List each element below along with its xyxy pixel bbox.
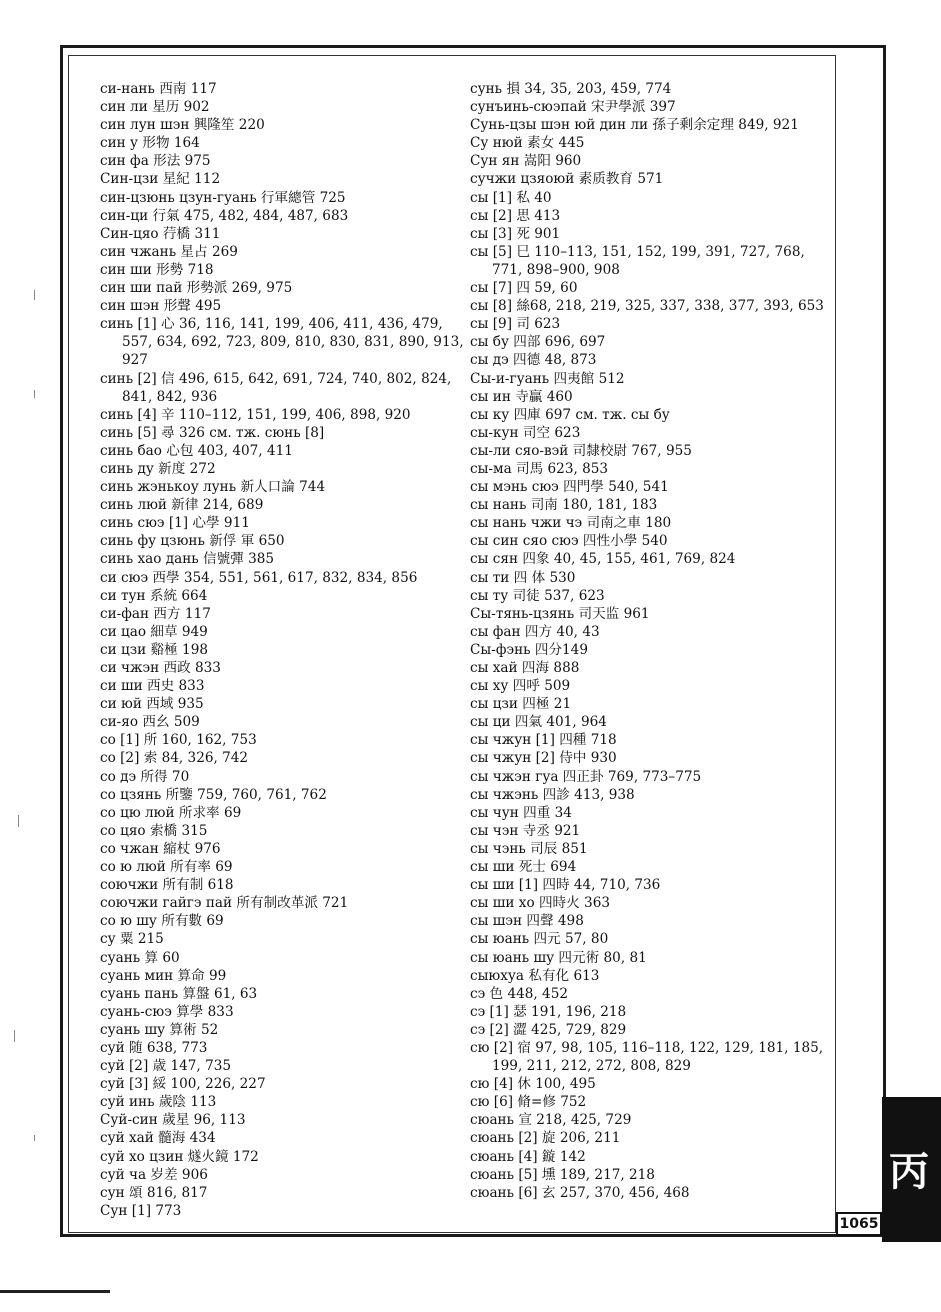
index-entry: сы ши хо 四時火 363	[470, 895, 610, 912]
index-entry: сю [2] 宿 97, 98, 105, 116–118, 122, 129, 181, 185, 199, 211, 212, 272, 808, 829	[470, 1039, 824, 1075]
index-entry: сы ту 司徒 537, 623	[470, 587, 605, 604]
index-entry: син ши 形勢 718	[100, 261, 214, 278]
index-entry: суй инь 歲陰 113	[100, 1094, 217, 1111]
index-entry: Сун ян 嵩阳 960	[470, 153, 582, 170]
index-entry: со цю люй 所求率 69	[100, 804, 242, 821]
index-entry: сы син сяо сюэ 四性小學 540	[470, 533, 668, 550]
index-entry: со цяо 索橋 315	[100, 822, 208, 839]
index-entry: си чжэн 西政 833	[100, 660, 221, 676]
scan-artifact-line	[0, 1290, 110, 1293]
index-entry: со [2] 索 84, 326, 742	[100, 750, 249, 767]
index-entry: сы ху 四呼 509	[470, 678, 571, 695]
index-entry: сы нань чжи чэ 司南之車 180	[470, 515, 672, 532]
index-entry: сы [9] 司 623	[470, 316, 561, 333]
index-entry: Син-цяо 荇橋 311	[100, 225, 221, 242]
index-entry: Су нюй 素女 445	[470, 135, 585, 152]
index-entry: Суй-син 歲星 96, 113	[100, 1112, 246, 1129]
index-entry: сюань [6] 玄 257, 370, 456, 468	[470, 1184, 690, 1201]
index-entry: суй хай 髓海 434	[100, 1130, 216, 1147]
index-entry: сы хай 四海 888	[470, 660, 580, 676]
index-entry: Сун [1] 773	[100, 1202, 182, 1219]
index-entry: суань 算 60	[100, 949, 180, 966]
index-entry: синь жэнькоу лунь 新人口論 744	[100, 479, 326, 496]
index-entry: суань шу 算術 52	[100, 1021, 219, 1038]
index-entry: со ю шу 所有數 69	[100, 913, 224, 930]
index-entry: сы чжун [1] 四種 718	[470, 732, 617, 749]
index-entry: син фа 形法 975	[100, 153, 211, 170]
index-column-right	[470, 80, 830, 1202]
index-entry: сюань 宣 218, 425, 729	[470, 1112, 632, 1129]
index-entry: суй 随 638, 773	[100, 1039, 208, 1056]
index-entry: си сюэ 西學 354, 551, 561, 617, 832, 834, 856	[100, 569, 418, 586]
index-entry: син-ци 行氣 475, 482, 484, 487, 683	[100, 207, 349, 224]
index-entry: синь хао дань 信號彈 385	[100, 551, 275, 568]
index-entry: сы [7] 四 59, 60	[470, 280, 578, 297]
index-entry: синь бао 心包 403, 407, 411	[100, 442, 293, 459]
index-entry: синь ду 新度 272	[100, 460, 216, 477]
index-entry: сюань [2] 旋 206, 211	[470, 1130, 621, 1147]
index-entry: сы ши 死士 694	[470, 859, 577, 876]
index-entry: син шэн 形聲 495	[100, 298, 222, 315]
index-entry: синь [4] 辛 110–112, 151, 199, 406, 898, 920	[100, 406, 411, 423]
index-entry: сы чжэн гуа 四正卦 769, 773–775	[470, 768, 702, 785]
index-entry: со чжан 縮杖 976	[100, 840, 221, 857]
index-entry: су 粟 215	[100, 931, 164, 948]
index-entry: си-фан 西方 117	[100, 605, 211, 622]
index-entry: сунъинь-сюэпай 宋尹學派 397	[470, 99, 676, 116]
page-number: 1065	[836, 1212, 882, 1236]
index-entry: сы [2] 思 413	[470, 207, 561, 224]
index-entry: суань мин 算命 99	[100, 967, 227, 984]
scan-mark	[34, 1135, 35, 1141]
index-entry: сю [4] 休 100, 495	[470, 1076, 596, 1093]
index-entry: сы ин 寺贏 460	[470, 388, 573, 405]
index-entry: синь [1] 心 36, 116, 141, 199, 406, 411, 436, 479, 557, 634, 692, 723, 809, 810, 830, 831, 890, 913, 927	[100, 316, 464, 369]
index-entry: Сы-тянь-цзянь 司天监 961	[470, 605, 650, 622]
index-entry: со цзянь 所鑒 759, 760, 761, 762	[100, 786, 327, 803]
index-entry: сы цзи 四極 21	[470, 696, 572, 713]
index-entry: сы ку 四庫 697 см. тж. сы бу	[470, 406, 670, 423]
index-entry: син-цзюнь цзун-гуань 行軍總管 725	[100, 189, 346, 206]
index-entry: суань-сюэ 算學 833	[100, 1003, 234, 1020]
index-entry: соючжи 所有制 618	[100, 877, 234, 894]
scan-mark	[18, 815, 19, 827]
index-entry: сы [5] 巳 110–113, 151, 152, 199, 391, 727, 768, 771, 898–900, 908	[470, 243, 805, 278]
index-entry: Сы-и-гуань 四夷館 512	[470, 370, 625, 387]
index-entry: сы мэнь сюэ 四門學 540, 541	[470, 479, 669, 496]
index-entry: син чжань 星占 269	[100, 243, 238, 260]
index-entry: сы [8] 絲68, 218, 219, 325, 337, 338, 377, 393, 653	[470, 298, 824, 315]
index-entry: си цзи 谿極 198	[100, 641, 208, 658]
index-entry: синь люй 新律 214, 689	[100, 497, 264, 514]
index-entry: со ю люй 所有率 69	[100, 859, 233, 876]
index-entry: Сы-фэнь 四分149	[470, 641, 588, 658]
index-entry: сы-кун 司空 623	[470, 424, 581, 441]
index-entry: сы сян 四象 40, 45, 155, 461, 769, 824	[470, 551, 736, 568]
scan-mark	[34, 290, 35, 300]
index-entry: со дэ 所得 70	[100, 768, 190, 785]
index-entry: сэ [1] 瑟 191, 196, 218	[470, 1003, 627, 1020]
index-entry: сэ [2] 澀 425, 729, 829	[470, 1021, 627, 1038]
index-entry: суй ча 岁差 906	[100, 1166, 208, 1183]
index-entry: соючжи гайгэ пай 所有制改革派 721	[100, 895, 349, 912]
index-entry: суй [2] 歳 147, 735	[100, 1058, 232, 1075]
index-entry: сы ши [1] 四時 44, 710, 736	[470, 877, 661, 894]
index-entry: Син-цзи 星紀 112	[100, 171, 221, 188]
index-entry: суань пань 算盤 61, 63	[100, 985, 258, 1002]
index-entry: син ши пай 形勢派 269, 975	[100, 280, 293, 297]
index-entry: сы-ма 司馬 623, 853	[470, 460, 609, 477]
index-entry: син лун шэн 興隆笙 220	[100, 117, 265, 134]
index-entry: си-яо 西幺 509	[100, 714, 200, 731]
index-entry: си-нань 西南 117	[100, 81, 217, 97]
index-entry: си ши 西史 833	[100, 678, 205, 695]
index-entry: Сунь-цзы шэн юй дин ли 孫子剩余定理 849, 921	[470, 117, 799, 134]
index-entry: си цао 細草 949	[100, 623, 208, 640]
index-entry: сы дэ 四德 48, 873	[470, 352, 597, 369]
index-entry: сучжи цзяоюй 素质教育 571	[470, 171, 664, 188]
index-entry: сюань [4] 鏇 142	[470, 1148, 586, 1165]
scan-mark	[14, 1030, 15, 1042]
index-entry: сы нань 司南 180, 181, 183	[470, 497, 658, 514]
index-entry: сы юань 四元 57, 80	[470, 931, 609, 948]
index-entry: синь сюэ [1] 心學 911	[100, 515, 250, 532]
index-entry: сы фан 四方 40, 43	[470, 623, 600, 640]
index-entry: сю [6] 脩=修 752	[470, 1094, 587, 1111]
index-entry: синь [2] 信 496, 615, 642, 691, 724, 740, 802, 824, 841, 842, 936	[100, 370, 452, 405]
index-entry: со [1] 所 160, 162, 753	[100, 732, 257, 749]
index-entry: си юй 西域 935	[100, 696, 204, 713]
section-tab-glyph: 丙	[889, 1148, 929, 1195]
index-entry: сэ 色 448, 452	[470, 985, 568, 1002]
index-entry: сы ти 四 体 530	[470, 569, 576, 586]
index-entry: сы юань шу 四元術 80, 81	[470, 949, 647, 966]
index-entry: сюань [5] 壎 189, 217, 218	[470, 1166, 655, 1183]
index-entry: сунь 損 34, 35, 203, 459, 774	[470, 81, 672, 97]
index-entry: сун 頌 816, 817	[100, 1184, 208, 1201]
index-entry: сы [1] 私 40	[470, 189, 552, 206]
index-entry: сы чжэнь 四診 413, 938	[470, 786, 635, 803]
index-entry: син у 形物 164	[100, 135, 200, 152]
index-entry: сы чэн 寺丞 921	[470, 822, 581, 839]
index-entry: синь фу цзюнь 新俘 軍 650	[100, 533, 285, 550]
index-entry: сы чжун [2] 侍中 930	[470, 750, 617, 767]
index-entry: синь [5] 尋 326 см. тж. сюнь [8]	[100, 424, 325, 441]
index-entry: сы шэн 四聲 498	[470, 913, 584, 930]
index-entry: сы чэнь 司辰 851	[470, 840, 588, 857]
index-entry: суй [3] 綏 100, 226, 227	[100, 1076, 266, 1093]
index-entry: сы [3] 死 901	[470, 225, 561, 242]
index-entry: сы-ли сяо-вэй 司隸校尉 767, 955	[470, 442, 692, 459]
index-entry: суй хо цзин 燧火鏡 172	[100, 1148, 259, 1165]
index-column-left	[100, 80, 465, 1220]
index-entry: сы чун 四重 34	[470, 804, 572, 821]
index-entry: си тун 系統 664	[100, 587, 208, 604]
index-entry: син ли 星历 902	[100, 99, 210, 116]
index-entry: сы бу 四部 696, 697	[470, 334, 606, 351]
scan-mark	[34, 390, 35, 398]
index-entry: сыюхуа 私有化 613	[470, 967, 600, 984]
index-entry: сы ци 四氣 401, 964	[470, 714, 607, 731]
